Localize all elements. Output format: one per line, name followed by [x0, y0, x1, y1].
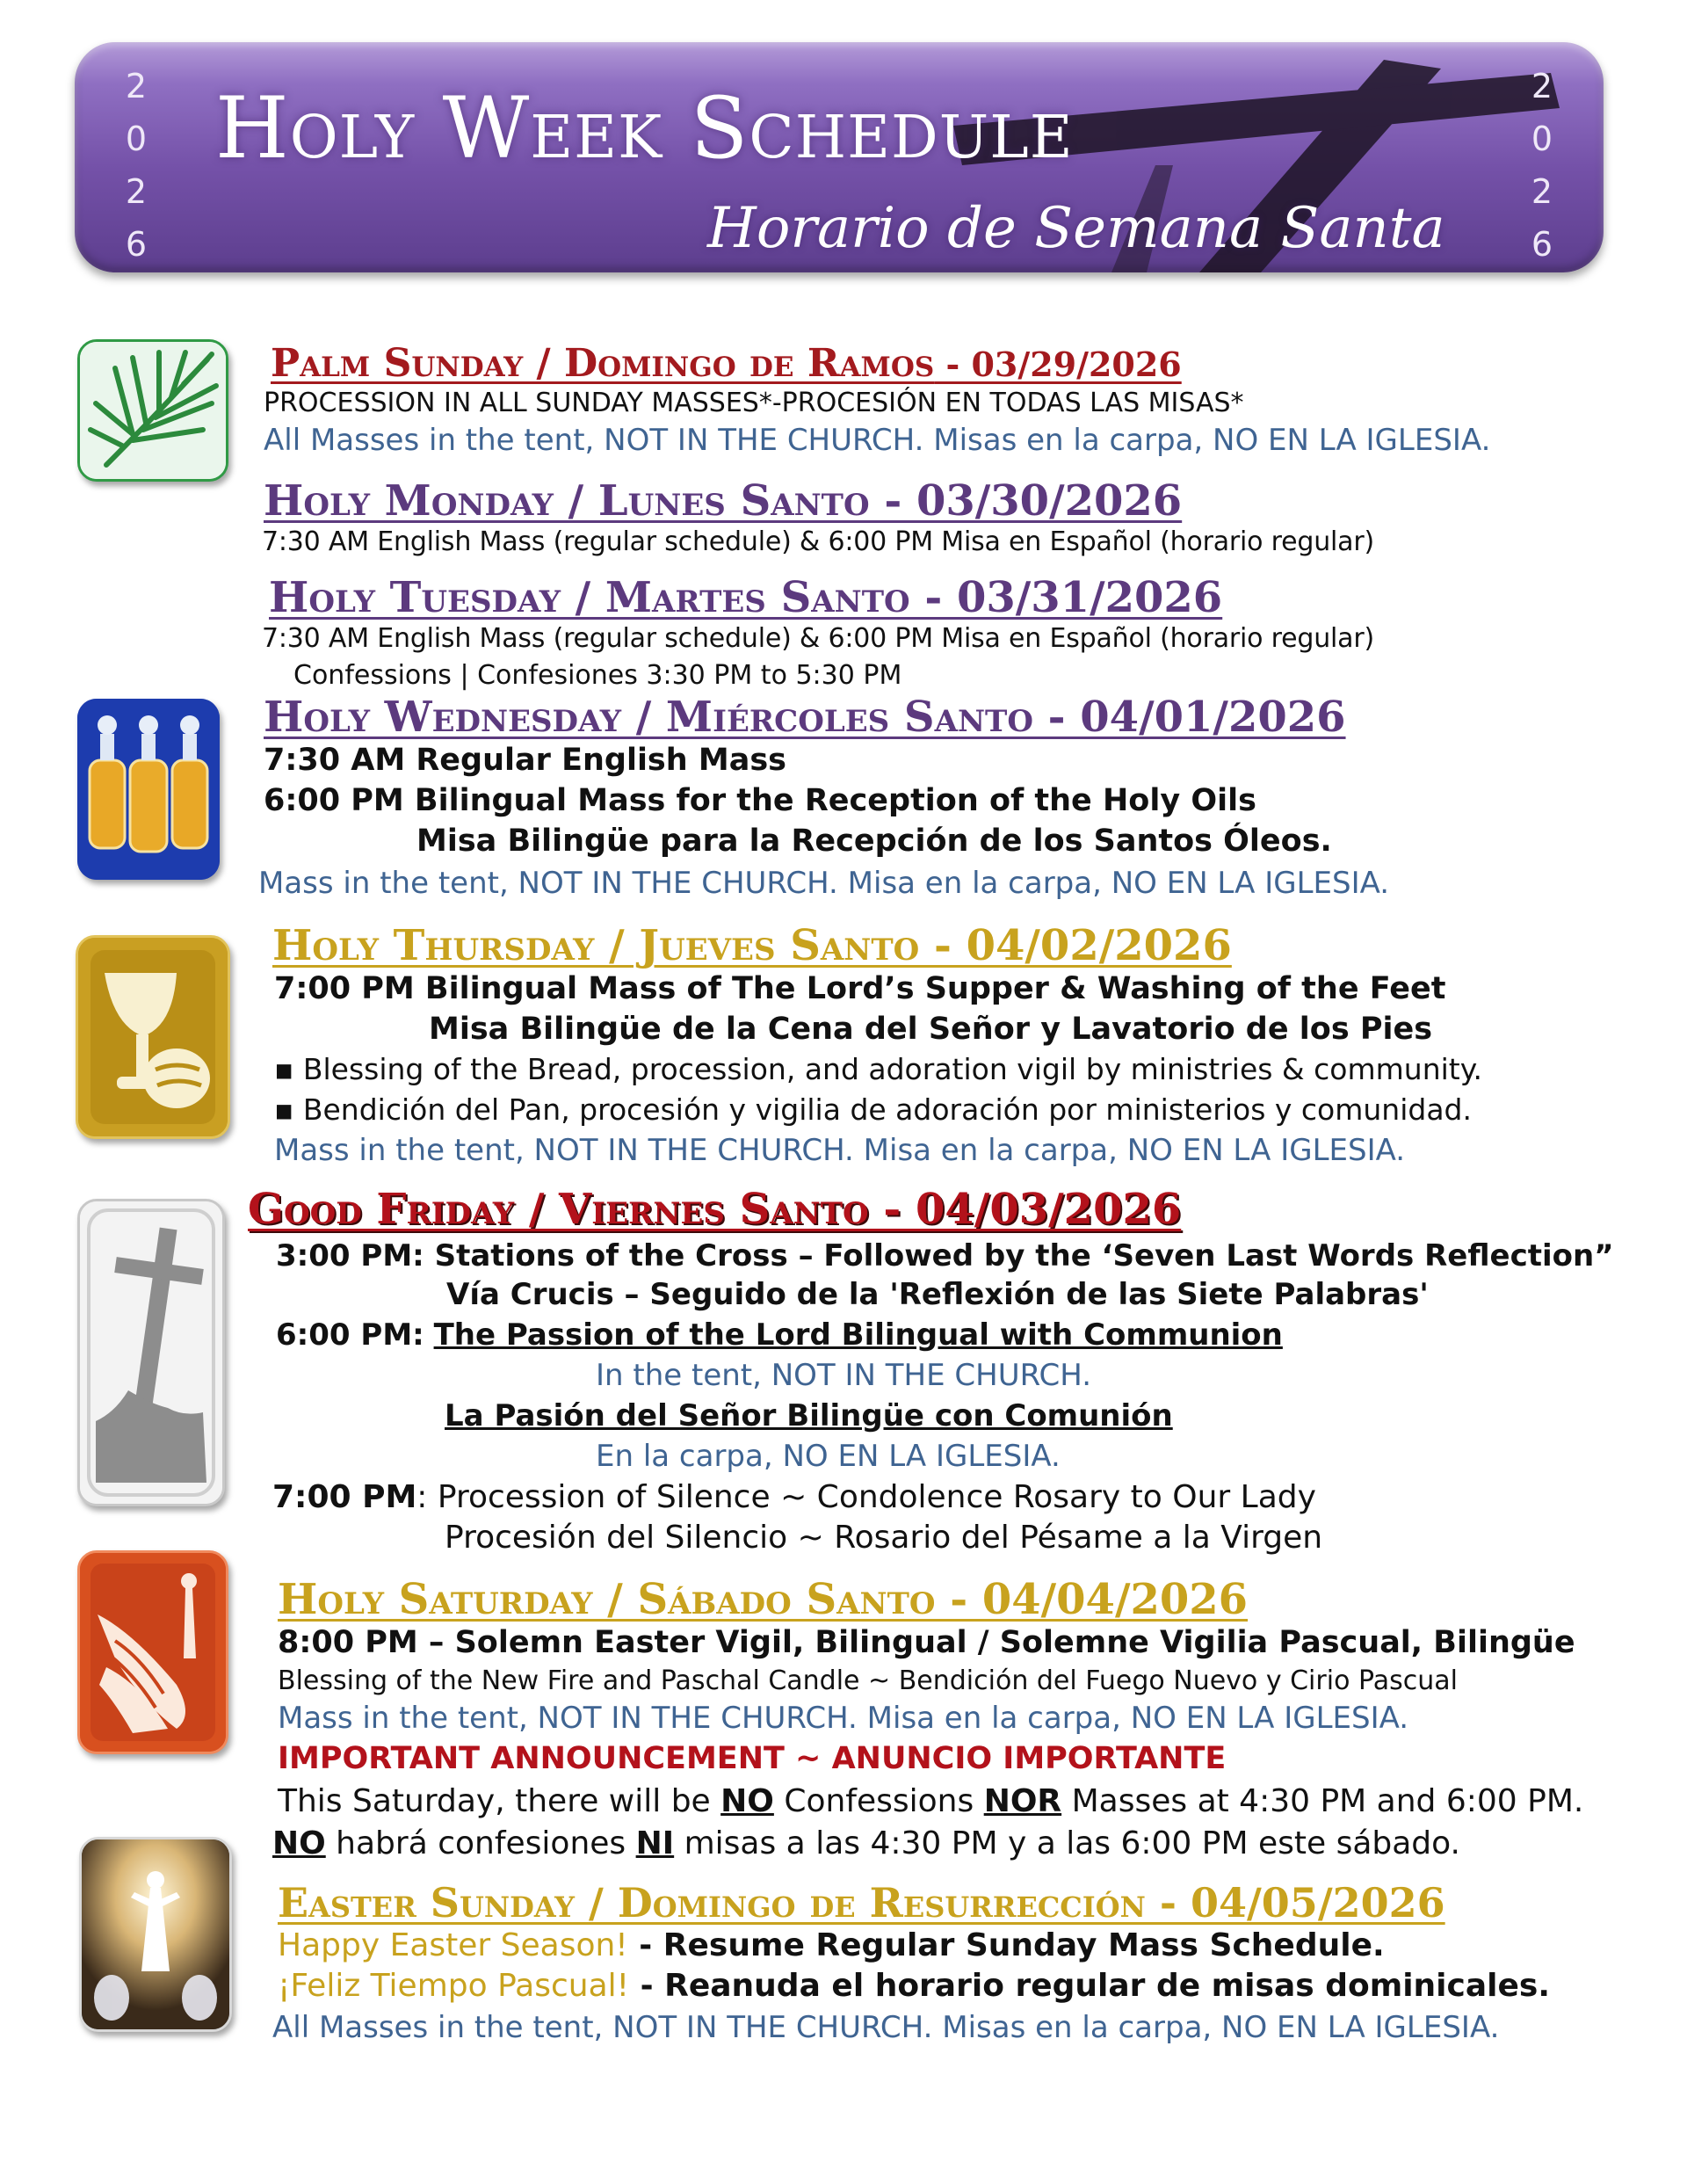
holy-saturday-blessing: Blessing of the New Fire and Paschal Candle ~ Bendición del Fuego Nuevo y Cirio Pascual [278, 1665, 1458, 1696]
holy-tuesday-heading: Holy Tuesday / Martes Santo - 03/31/2026 [269, 573, 1223, 622]
holy-saturday-location: Mass in the tent, NOT IN THE CHURCH. Misa en la carpa, NO EN LA IGLESIA. [278, 1701, 1409, 1736]
good-friday-time-3pm: 3:00 PM: [276, 1238, 424, 1273]
holy-wednesday-location: Mass in the tent, NOT IN THE CHURCH. Misa en la carpa, NO EN LA IGLESIA. [258, 866, 1390, 901]
good-friday-stations-en: 3:00 PM: Stations of the Cross – Followed by the ‘Seven Last Words Reflection” [276, 1238, 1614, 1273]
holy-wednesday-heading: Holy Wednesday / Miércoles Santo - 04/01/2026 [264, 693, 1346, 742]
foot-washing-icon [77, 1550, 228, 1754]
holy-thursday-mass-es: Misa Bilingüe de la Cena del Señor y Lavatorio de los Pies [429, 1012, 1433, 1047]
holy-monday-schedule: 7:30 AM English Mass (regular schedule) & 6:00 PM Misa en Español (horario regular) [262, 526, 1375, 557]
holy-saturday-notice-es: NO habrá confesiones NI misas a las 4:30 PM y a las 6:00 PM este sábado. [272, 1825, 1460, 1861]
palm-sunday-procession: PROCESSION IN ALL SUNDAY MASSES*-PROCESIÓN EN TODAS LAS MISAS* [264, 388, 1244, 418]
palm-sunday-location: All Masses in the tent, NOT IN THE CHURCH. Misas en la carpa, NO EN LA IGLESIA. [264, 423, 1491, 458]
palm-sunday-date: - 03/29/2026 [934, 345, 1182, 384]
holy-monday-heading: Holy Monday / Lunes Santo - 03/30/2026 [264, 476, 1183, 526]
holy-thursday-location: Mass in the tent, NOT IN THE CHURCH. Misa en la carpa, NO EN LA IGLESIA. [274, 1133, 1406, 1168]
holy-saturday-announcement: IMPORTANT ANNOUNCEMENT ~ ANUNCIO IMPORTANTE [278, 1741, 1227, 1776]
palm-icon [77, 339, 228, 482]
good-friday-passion-es-note: En la carpa, NO EN LA IGLESIA. [596, 1439, 1061, 1474]
good-friday-heading: Good Friday / Viernes Santo - 04/03/2026 [248, 1185, 1182, 1234]
good-friday-time-6pm: 6:00 PM: [276, 1317, 424, 1353]
holy-oils-icon [77, 699, 220, 880]
easter-sunday-resume-es: ¡Feliz Tiempo Pascual! - Reanuda el horario regular de misas dominicales. [278, 1968, 1551, 2004]
good-friday-stations-es: Vía Crucis – Seguido de la 'Reflexión de las Siete Palabras' [446, 1277, 1429, 1312]
good-friday-procession-en: 7:00 PM: Procession of Silence ~ Condolence Rosary to Our Lady [272, 1479, 1316, 1515]
chalice-bread-icon [76, 935, 230, 1139]
holy-wednesday-oils-mass-es: Misa Bilingüe para la Recepción de los Santos Óleos. [416, 824, 1332, 859]
good-friday-passion-en: 6:00 PM: The Passion of the Lord Bilingual with Communion [276, 1317, 1283, 1353]
holy-thursday-heading: Holy Thursday / Jueves Santo - 04/02/2026 [272, 921, 1232, 970]
holy-thursday-mass-en: 7:00 PM Bilingual Mass of The Lord’s Supper & Washing of the Feet [274, 971, 1446, 1006]
page-title: Holy Week Schedule [215, 79, 1074, 178]
holy-saturday-notice-en: This Saturday, there will be NO Confessions NOR Masses at 4:30 PM and 6:00 PM. [278, 1783, 1584, 1819]
holy-saturday-vigil: 8:00 PM – Solemn Easter Vigil, Bilingual / Solemne Vigilia Pascual, Bilingüe [278, 1625, 1575, 1660]
holy-wednesday-oils-mass-en: 6:00 PM Bilingual Mass for the Reception of the Holy Oils [264, 783, 1256, 818]
holy-wednesday-english-mass: 7:30 AM Regular English Mass [264, 743, 786, 778]
holy-tuesday-confessions: Confessions | Confesiones 3:30 PM to 5:30 PM [293, 660, 902, 691]
holy-thursday-bullet-es: ▪ Bendición del Pan, procesión y vigilia de adoración por ministerios y comunidad. [274, 1092, 1472, 1127]
good-friday-passion-en-note: In the tent, NOT IN THE CHURCH. [596, 1358, 1092, 1393]
holy-saturday-heading: Holy Saturday / Sábado Santo - 04/04/2026 [278, 1575, 1249, 1624]
good-friday-time-7pm: 7:00 PM [272, 1479, 417, 1515]
holy-tuesday-schedule: 7:30 AM English Mass (regular schedule) & 6:00 PM Misa en Español (horario regular) [262, 623, 1375, 654]
header-banner [75, 42, 1604, 272]
year-left: 2 0 2 6 [125, 67, 148, 264]
palm-sunday-heading: Palm Sunday / Domingo de Ramos - 03/29/2026 [271, 341, 1182, 386]
year-right: 2 0 2 6 [1531, 67, 1553, 264]
easter-sunday-location: All Masses in the tent, NOT IN THE CHURCH. Misas en la carpa, NO EN LA IGLESIA. [272, 2010, 1500, 2045]
good-friday-procession-es: Procesión del Silencio ~ Rosario del Pésame a la Virgen [445, 1520, 1323, 1556]
resurrection-icon [79, 1837, 232, 2032]
easter-sunday-resume-en: Happy Easter Season! - Resume Regular Sunday Mass Schedule. [278, 1927, 1385, 1963]
cross-hill-icon [77, 1199, 225, 1506]
easter-sunday-heading: Easter Sunday / Domingo de Resurrección - 04/05/2026 [278, 1879, 1445, 1926]
holy-thursday-bullet-en: ▪ Blessing of the Bread, procession, and adoration vigil by ministries & community. [274, 1052, 1483, 1086]
good-friday-passion-es: La Pasión del Señor Bilingüe con Comunión [445, 1398, 1173, 1433]
page-subtitle: Horario de Semana Santa [707, 196, 1445, 261]
